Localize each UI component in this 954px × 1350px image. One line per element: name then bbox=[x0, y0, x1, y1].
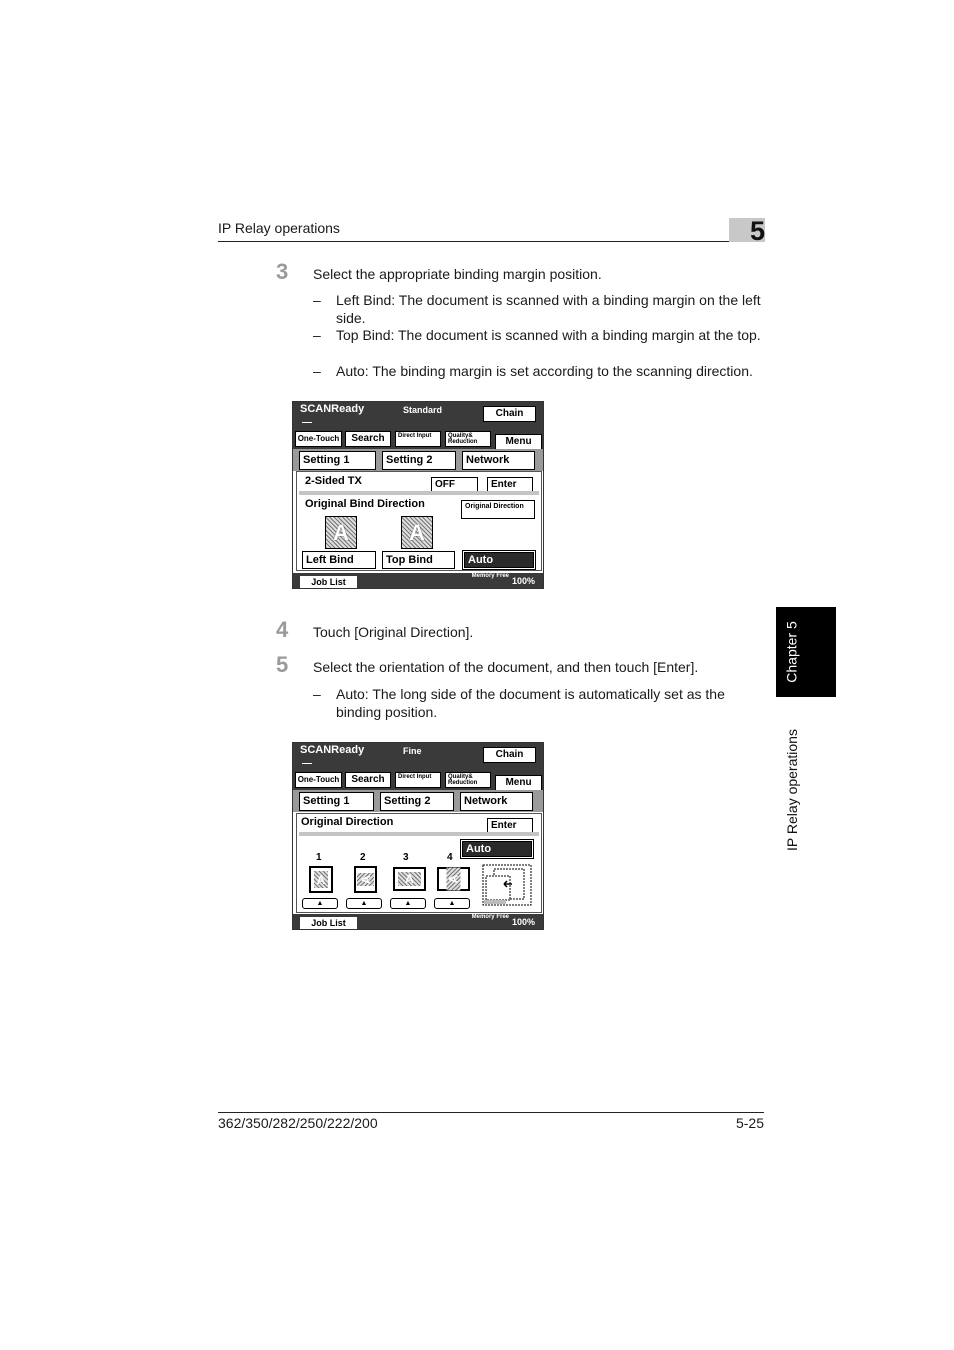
top-bind-button[interactable]: Top Bind bbox=[382, 551, 455, 569]
page-number: 5-25 bbox=[735, 1115, 764, 1131]
step-number: 3 bbox=[276, 259, 289, 284]
tab-search[interactable]: Search bbox=[345, 431, 391, 447]
auto-button[interactable]: Auto bbox=[464, 552, 534, 568]
quality-mode: Fine bbox=[403, 746, 422, 756]
memory-percent: 100% bbox=[512, 576, 536, 586]
left-bind-button[interactable]: Left Bind bbox=[302, 551, 376, 569]
settings-content bbox=[296, 471, 542, 571]
bullet-dash: – bbox=[313, 327, 321, 343]
control-panel-screen-bind bbox=[292, 401, 544, 589]
bullet-dash: – bbox=[313, 686, 321, 702]
orientation-number: 3 bbox=[403, 852, 409, 863]
orientation-4-icon[interactable]: A bbox=[437, 867, 470, 891]
header-rule bbox=[218, 241, 764, 242]
memory-percent: 100% bbox=[512, 917, 536, 927]
orientation-3-icon[interactable]: A bbox=[393, 867, 426, 891]
bullet-text: Left Bind: The document is scanned with a binding margin on the left side. bbox=[336, 292, 761, 326]
two-sided-label: 2-Sided TX bbox=[305, 475, 362, 487]
top-bind-icon: A bbox=[401, 516, 433, 549]
control-panel-screen-direction bbox=[292, 742, 544, 930]
status-underline bbox=[302, 763, 312, 764]
chain-button[interactable]: Chain bbox=[483, 747, 536, 763]
step-text: Select the orientation of the document, and then touch [Enter]. bbox=[313, 659, 699, 675]
tab-direct-input[interactable]: Direct Input bbox=[395, 772, 441, 788]
chain-button[interactable]: Chain bbox=[483, 406, 536, 422]
original-direction-button[interactable]: Original Direction bbox=[461, 500, 535, 519]
orientation-2-select-button[interactable]: ▲ bbox=[346, 898, 382, 909]
tab-one-touch[interactable]: One-Touch bbox=[295, 431, 342, 447]
orientation-number: 1 bbox=[316, 852, 322, 863]
tab-menu[interactable]: Menu bbox=[495, 434, 542, 449]
tab-quality-reduction[interactable]: Quality& Reduction bbox=[445, 772, 491, 788]
orientation-number: 4 bbox=[447, 852, 453, 863]
orientation-1-icon[interactable]: A bbox=[309, 866, 333, 893]
orientation-2-icon[interactable]: A bbox=[354, 866, 377, 893]
bind-direction-label: Original Bind Direction bbox=[305, 498, 425, 510]
tab-one-touch[interactable]: One-Touch bbox=[295, 772, 342, 788]
tab-setting-2[interactable]: Setting 2 bbox=[380, 792, 454, 811]
status-text: SCANReady bbox=[300, 403, 365, 415]
auto-button[interactable]: Auto bbox=[462, 841, 532, 857]
bullet-dash: – bbox=[313, 292, 321, 308]
chapter-number: 5 bbox=[749, 216, 765, 246]
orientation-number: 2 bbox=[360, 852, 366, 863]
running-header: IP Relay operations bbox=[218, 220, 340, 236]
row-divider bbox=[299, 832, 539, 836]
left-bind-icon: A bbox=[325, 516, 357, 549]
job-list-button[interactable]: Job List bbox=[300, 917, 357, 929]
side-chapter-label: Chapter 5 bbox=[784, 621, 801, 683]
binding-position-diagram bbox=[482, 864, 534, 908]
enter-button[interactable]: Enter bbox=[487, 818, 533, 833]
side-section-label: IP Relay operations bbox=[784, 729, 800, 851]
original-direction-label: Original Direction bbox=[301, 816, 394, 828]
memory-free-label: Memory Free bbox=[471, 914, 509, 920]
quality-mode: Standard bbox=[403, 405, 443, 415]
tab-quality-reduction[interactable]: Quality& Reduction bbox=[445, 431, 491, 447]
tab-menu[interactable]: Menu bbox=[495, 775, 542, 790]
bullet-text: Top Bind: The document is scanned with a binding margin at the top. bbox=[336, 327, 761, 343]
orientation-4-select-button[interactable]: ▲ bbox=[434, 898, 470, 909]
bullet-text: Auto: The long side of the document is automatically set as the binding position. bbox=[336, 686, 725, 720]
footer-models: 362/350/282/250/222/200 bbox=[218, 1115, 378, 1131]
tab-setting-1[interactable]: Setting 1 bbox=[299, 451, 376, 470]
status-text: SCANReady bbox=[300, 744, 365, 756]
job-list-button[interactable]: Job List bbox=[300, 576, 357, 588]
memory-free-label: Memory Free bbox=[471, 573, 509, 579]
tab-setting-2[interactable]: Setting 2 bbox=[382, 451, 456, 470]
orientation-3-select-button[interactable]: ▲ bbox=[390, 898, 426, 909]
step-number: 5 bbox=[276, 652, 289, 677]
step-text: Select the appropriate binding margin position. bbox=[313, 266, 602, 282]
enter-button[interactable]: Enter bbox=[487, 477, 533, 492]
orientation-1-select-button[interactable]: ▲ bbox=[302, 898, 338, 909]
step-number: 4 bbox=[276, 617, 289, 642]
tab-setting-1[interactable]: Setting 1 bbox=[299, 792, 374, 811]
footer-rule bbox=[218, 1112, 764, 1113]
bullet-text: Auto: The binding margin is set according to the scanning direction. bbox=[336, 363, 753, 379]
bullet-dash: – bbox=[313, 363, 321, 379]
tab-direct-input[interactable]: Direct Input bbox=[395, 431, 441, 447]
status-underline bbox=[302, 422, 312, 423]
tab-network[interactable]: Network bbox=[462, 451, 535, 470]
row-divider bbox=[299, 491, 539, 495]
direction-content bbox=[296, 813, 542, 913]
tab-search[interactable]: Search bbox=[345, 772, 391, 788]
step-text: Touch [Original Direction]. bbox=[313, 624, 474, 640]
off-button[interactable]: OFF bbox=[431, 477, 478, 492]
tab-network[interactable]: Network bbox=[460, 792, 533, 811]
